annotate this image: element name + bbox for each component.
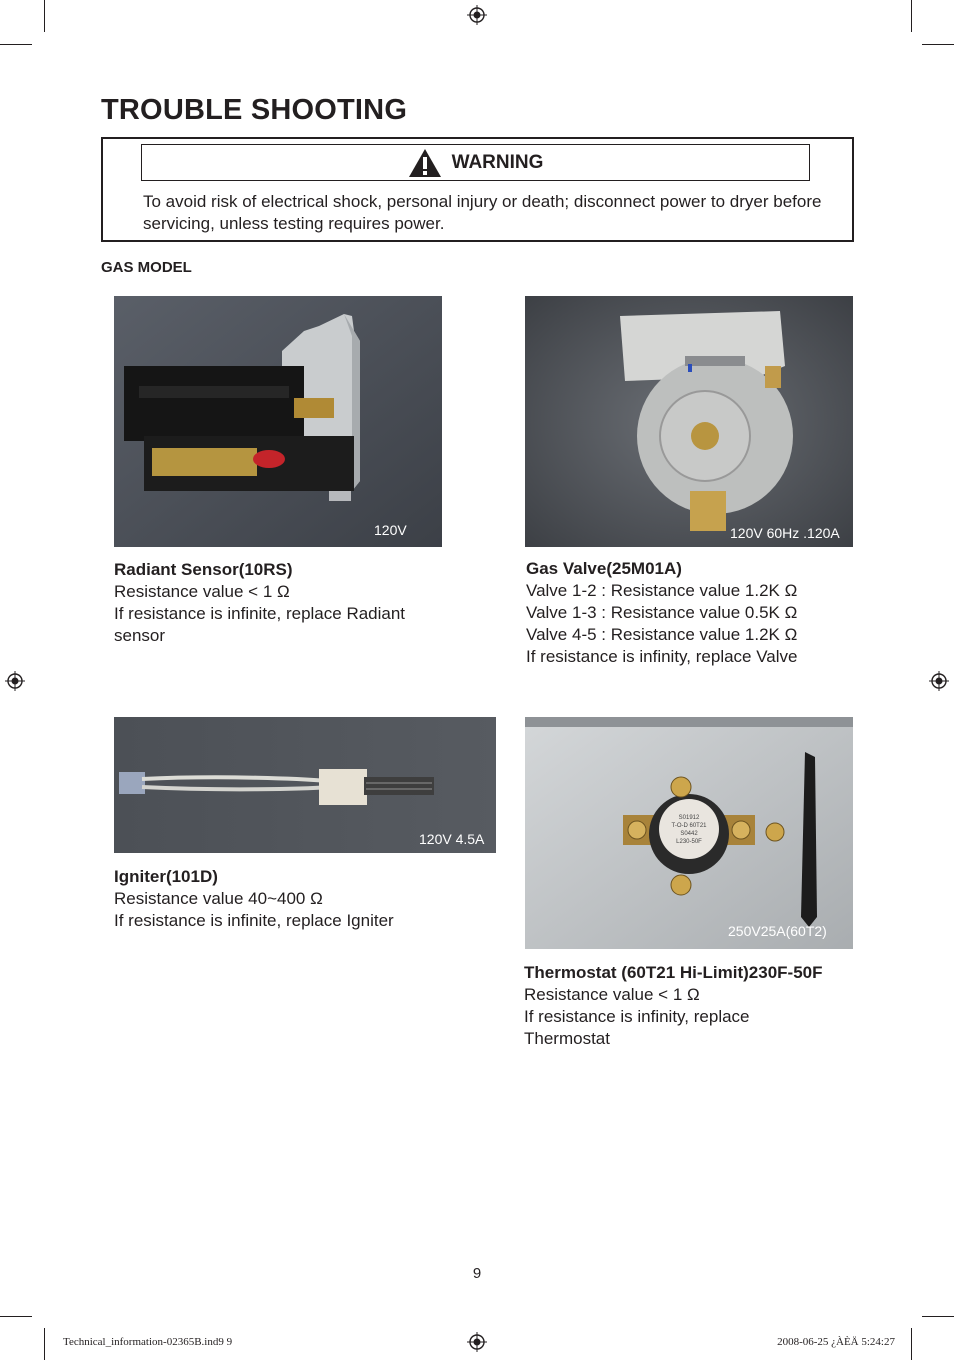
part-detail: If resistance is infinity, replace	[524, 1007, 750, 1026]
warning-header-box	[141, 144, 810, 181]
section-heading: GAS MODEL	[101, 259, 192, 276]
igniter-photo	[114, 717, 496, 853]
crop-mark	[922, 1316, 954, 1317]
part-name: Gas Valve(25M01A)	[526, 559, 682, 578]
part-detail: If resistance is infinite, replace Radiant	[114, 604, 406, 623]
thermostat-photo	[525, 717, 853, 949]
part-detail: Valve 1-3 : Resistance value 0.5K Ω	[526, 603, 798, 622]
part-name: Igniter(101D)	[114, 867, 218, 886]
photo-label: 120V 60Hz .120A	[730, 525, 840, 541]
part-detail: Valve 1-2 : Resistance value 1.2K Ω	[526, 581, 798, 600]
part-name: Radiant Sensor(10RS)	[114, 560, 293, 579]
footer-timestamp: 2008-06-25 ¿ÀÈÄ 5:24:27	[777, 1336, 895, 1348]
registration-mark-icon	[5, 671, 25, 691]
part-detail: Thermostat	[524, 1029, 610, 1048]
part-detail: sensor	[114, 626, 166, 645]
part-caption	[524, 962, 874, 1050]
part-detail: Resistance value 40~400 Ω	[114, 889, 323, 908]
registration-mark-icon	[467, 5, 487, 25]
page-number: 9	[472, 1265, 482, 1282]
page-title: TROUBLE SHOOTING	[101, 94, 408, 126]
part-detail: If resistance is infinite, replace Igniter	[114, 911, 394, 930]
crop-mark	[0, 44, 32, 45]
crop-mark	[0, 1316, 32, 1317]
part-detail: Valve 4-5 : Resistance value 1.2K Ω	[526, 625, 798, 644]
part-caption	[114, 866, 484, 932]
crop-mark	[922, 44, 954, 45]
crop-mark	[44, 0, 45, 32]
crop-mark	[911, 0, 912, 32]
part-detail: Resistance value < 1 Ω	[114, 582, 290, 601]
part-caption	[114, 559, 454, 647]
warning-text: To avoid risk of electrical shock, personal injury or death; disconnect power to dryer before servicing, unless testing requires power.	[143, 192, 822, 233]
warning-heading: WARNING	[451, 151, 544, 173]
registration-mark-icon	[929, 671, 949, 691]
photo-label: 120V	[374, 522, 407, 538]
thermostat-stamp: S01912 T-O-D 60T21 S0442 L230-50F	[671, 815, 707, 845]
part-caption	[526, 558, 866, 668]
registration-mark-icon	[467, 1332, 487, 1352]
part-detail: Resistance value < 1 Ω	[524, 985, 700, 1004]
crop-mark	[911, 1328, 912, 1360]
part-detail: If resistance is infinity, replace Valve	[526, 647, 798, 666]
photo-label: 120V 4.5A	[419, 831, 485, 847]
radiant-sensor-photo	[114, 296, 442, 547]
crop-mark	[44, 1328, 45, 1360]
photo-label: 250V25A(60T2)	[728, 923, 827, 939]
warning-triangle-icon	[408, 148, 442, 178]
part-name: Thermostat (60T21 Hi-Limit)230F-50F	[524, 963, 823, 982]
footer-file-info: Technical_information-02365B.ind9 9	[63, 1336, 233, 1348]
gas-valve-photo	[525, 296, 853, 547]
